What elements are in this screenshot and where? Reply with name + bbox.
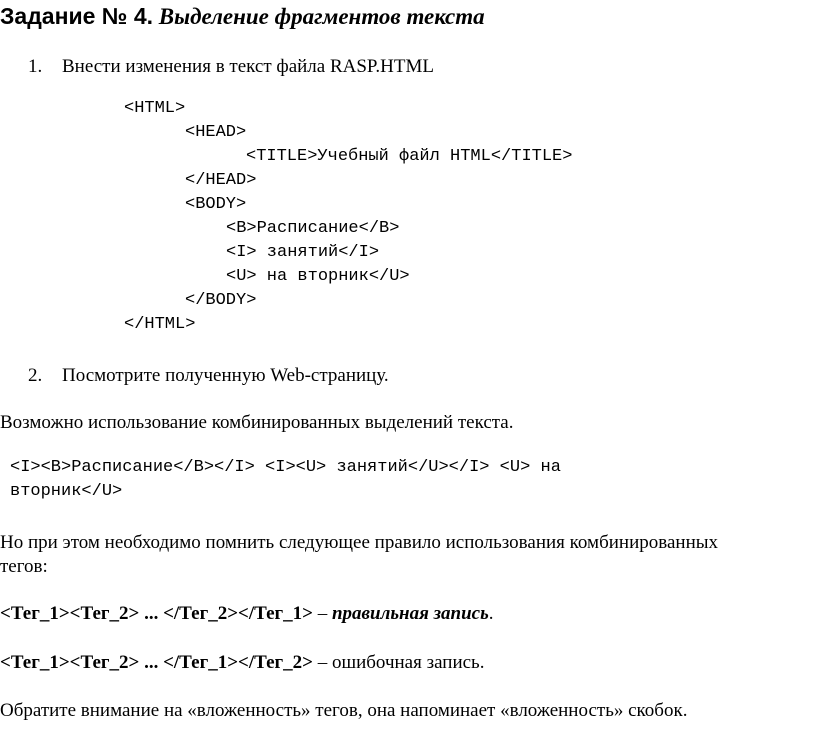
code-line: </HTML>	[124, 315, 196, 334]
rule-correct	[0, 602, 494, 626]
code-line: </BODY>	[185, 291, 257, 310]
combined-code-line-1: <I><B>Расписание</B></I> <I><U> занятий</U></I> <U> на	[10, 458, 561, 477]
step-text: Внести изменения в текст файла RASP.HTML	[62, 56, 434, 77]
rule-wrong-dash: –	[312, 652, 332, 673]
code-line: <HTML>	[124, 99, 186, 118]
rule-correct-end: .	[488, 603, 494, 624]
rule-intro-line-2: тегов:	[0, 556, 48, 577]
code-line: </HEAD>	[185, 171, 257, 190]
step-number: 1.	[28, 56, 43, 77]
rule-intro-line-1: Но при этом необходимо помнить следующее правило использования комбинированных	[0, 532, 719, 553]
rule-correct-code: <Тег_1><Тег_2> ... </Тег_2></Тег_1>	[0, 603, 313, 624]
code-line: <I> занятий</I>	[226, 243, 380, 262]
step-1	[28, 55, 434, 79]
code-line: <HEAD>	[185, 123, 247, 142]
rule-correct-dash: –	[312, 603, 332, 624]
combined-code-line-2: вторник</U>	[10, 482, 123, 501]
code-line: <U> на вторник</U>	[226, 267, 410, 286]
nesting-note: Обратите внимание на «вложенность» тегов, она напоминает «вложенность» скобок.	[0, 700, 688, 721]
code-line: <B>Расписание</B>	[226, 219, 400, 238]
step-2	[28, 364, 389, 388]
heading-lead: Задание № 4.	[0, 3, 154, 29]
heading-topic: Выделение фрагментов текста	[158, 4, 485, 29]
step-number: 2.	[28, 365, 43, 386]
page-heading	[0, 2, 485, 31]
combined-intro: Возможно использование комбинированных выделений текста.	[0, 412, 514, 433]
code-line: <TITLE>Учебный файл HTML</TITLE>	[246, 147, 573, 166]
rule-correct-label: правильная запись	[331, 603, 489, 624]
code-line: <BODY>	[185, 195, 247, 214]
rule-wrong-code: <Тег_1><Тег_2> ... </Тег_1></Тег_2>	[0, 652, 313, 673]
rule-wrong-label: ошибочная запись.	[331, 652, 485, 673]
step-text: Посмотрите полученную Web-страницу.	[62, 365, 389, 386]
rule-wrong	[0, 651, 484, 675]
